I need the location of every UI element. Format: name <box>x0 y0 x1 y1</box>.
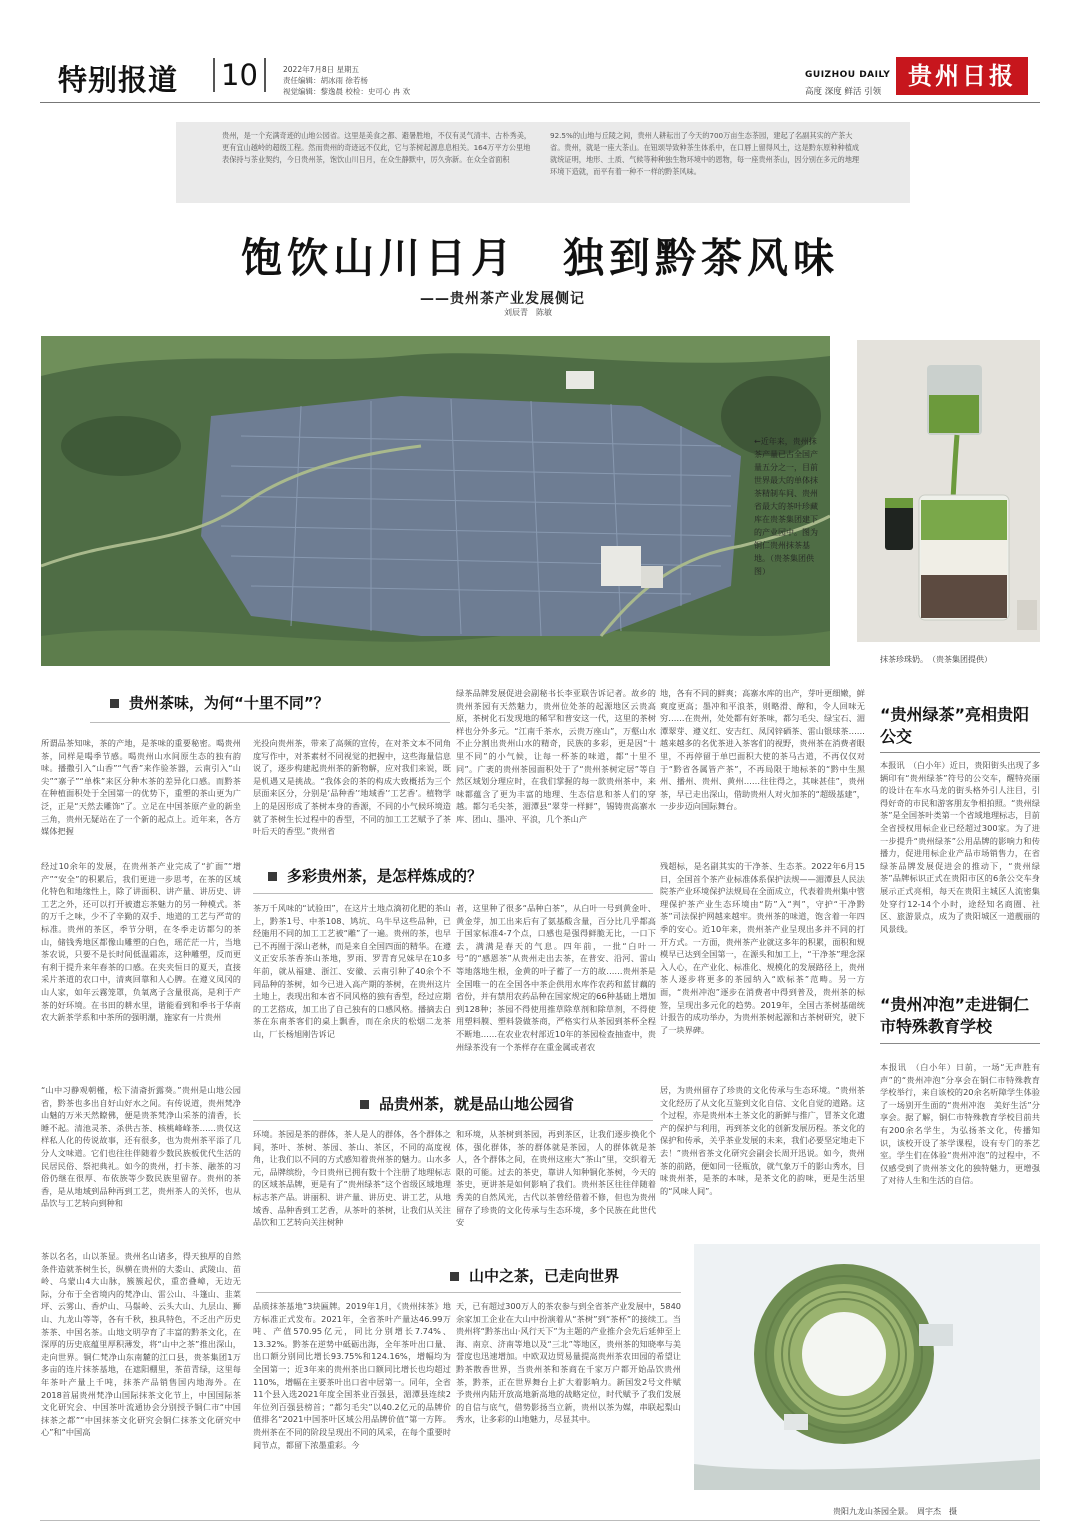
section-4-column-1: 茶以名名，山以茶显。贵州名山诸多，得天独厚的自然条件造就茶树生长，纵横在贵州的大娄山、武陵山、苗岭、乌蒙山4大山脉，簇簇起伏，重峦叠嶂，无边无际，分布于全省境内的梵净山、雷公山、斗篷山、韭菜坪、云雾山、香炉山、马鬃岭、云头大山、九层山、狮山、九龙山等等，各有千秋，独具特色，不乏出产历史茶茶、中国名茶。山地文明孕育了丰富的黔茶文化，在深厚的历史底蕴里厚积薄发，将“山中之茶”推出深山，走向世界。铜仁梵净山东南麓的江口县，贵茶集团1万多亩的连片抹茶基地，在遮阳棚里，茶苗青绿，这里每年茶叶产量上千吨，抹茶产品销售国内地海外。在2018首届贵州梵净山国际抹茶文化节上，中国国际茶文化研究会、中国茶叶流通协会分别授予铜仁市“中国抹茶之都”“中国抹茶文化研究会铜仁抹茶文化研究中心”和“中国高 <box>41 1251 241 1438</box>
section-2-column-4: 残超标，是名副其实的干净茶、生态茶。2022年6月15日，全国首个茶产业标准体系保护法规——湄潭县人民法院茶产业环境保护法规局在全面成立，代表着贵州集中管理保护茶产业生态环境由“防”入“判”，守护“干净黔茶”司法保护网越来越牢。贵州茶的味道，饱含着一年四季的安心。近10年来，贵州茶产业呈现出多并不同的打开方式。一方面，贵州茶产业就这多年的积累，面积和规模早已达到全国第一，在源头和加工上，“干净茶”理念深入人心，在产业化、标准化、规模化的发展路径上，贵州茶人逐步将更多的茶园纳入“欧标茶”范畴。另一方面，“贵州冲泡”逐步在消费者中得到普及，贵州茶的标签，呈现出多元化的趋势。2019年，全国古茶树基础统计报告的成功举办，为贵州茶树起源和古茶树研究，驶下了一块界碑。 <box>660 861 865 1035</box>
sidebar-title-2: “贵州冲泡”走进铜仁市特殊教育学校 <box>880 995 1030 1036</box>
section-marker-icon <box>360 1100 369 1109</box>
section-3-column-2: 环境。茶园是茶的群体，茶人是人的群体，各个群体之间，茶叶、茶树、茶园、茶山、茶区，不同的高度视角，让我们以不同的方式感知着贵州茶的魅力。山水多元，品牌缤纷，今日贵州已拥有数十个注册了地理标志的区域茶品牌，更是有了“贵州绿茶”这个省级区域地理标志茶产品。讲丽积、讲产量、讲历史、讲工艺，从地域香、品种香到工艺香，从茶叶的茶树，让我们从关注品饮和工艺转向关注树种 <box>253 1129 451 1228</box>
intro-column-left: 贵州，是一个充满奇迹的山地公园省。这里是美食之都、避暑胜地，不仅有灵气清丰、古朴秀美，更有宜山越岭的超级工程。然而贵州的奇迹远不仅此，它与茶树起源息息相关。164万平方公里地表保持与茶业契约，今日贵州茶，饱饮山川日月，在众生静默中，厉久弥新。在众全省面积 <box>222 131 532 164</box>
section-1-column-1: 所谓品茶知味，茶的产地，是茶味的重要秘密。喝贵州茶，同样是喝季节感。喝贵州山水间原生态的独有韵味。播撒引入“山香”“气香”来作验茶器，云南引入“山尖”“寨子”“单株”来区分种木茶的差异化口感。而黔茶在种植面积处于全国第一的优势下，重塑的茶山更为广泛，正是“天然去雕饰”了。立足在中国茶原产业的新坐三角，贵州无疑站在了一个新的起点上。近年来，各方媒体把握 <box>41 738 241 837</box>
matcha-drink-illustration <box>857 340 1040 642</box>
section-title-2 <box>268 865 482 886</box>
newspaper-slogan: 高度 深度 鲜活 引领 <box>805 87 882 97</box>
section-1-column-4: 地，各有不同的鲜爽；高寨水库的出产，芽叶更细嫩，鲜爽度更高；墨冲和平浪茶，则略滑、醇和，令人回味无穷……在贵州，处处都有好茶味，都匀毛尖、绿宝石、湄潭翠芽、遵义红、安吉红、凤冈锌硒茶、雷山银球茶……越来越多的名优茶进入茶客们的视野，贵州茶在消费者眼里，不再停留于单巴面积大使的茶马古道，不再仅仅对于“黔省各属皆产茶”，不再局限于地标茶的“黔中生黑州、播州、贵州、黄州……往往得之，其味甚佳”，贵州茶，早已走出深山，借助贵州人对火加茶的“超级基建”，一步步迈向国际舞台。 <box>660 688 865 812</box>
section-title-text: 多彩贵州茶，是怎样炼成的？ <box>287 867 483 885</box>
section-4-column-2: 品质抹茶基地”3块匾牌。2019年1月，《贵州抹茶》地方标准正式发布。2021年，全省茶叶产量达46.99万吨、产值570.95亿元，同比分别增长7.74%、13.32%。黔茶在逆势中砥砺出海，全年茶叶出口量、出口额分别同比增长93.75%和124.16%，增幅均为全国第一；近3年来的贵州茶出口额同比增长也均超过110%，增幅在主要茶叶出口省中居第一。同年，全省11个县入选2021年度全国茶业百强县，湄潭县连续2年位列百强县榜首；“都匀毛尖”以40.2亿元的品牌价值排名“2021中国茶叶区域公用品牌价值”第一方阵。贵州茶在不同的阶段呈现出不同的风采，在每个重要时间节点，都留下浓墨重彩。今 <box>253 1301 451 1450</box>
main-photo-caption: ←近年来，贵州抹茶产量已占全国产量五分之一，目前世界最大的单体抹茶精制车间、贵州省最大的茶叶珍藏库在贵茶集团建下的产业园中。图为铜仁贵州抹茶基地。（贵茶集团供图） <box>754 437 818 576</box>
section-2-column-3: 者，这里种了很多“品种白茶”，从白叶一号到黄金叶、黄金芽，加工出来后有了氨基酸含量，百分比几乎都高于国家标准4-7个点，口感也是强得鲜脆无比，一口下去，满满是春天的气息。四年前，一批“白叶一号”的“感恩茶”从贵州走出去茶，在普安、沿河、雷山等地落地生根，金黄的叶子蓄了一方的故……贵州茶是全国唯一的在全国各中茶企供用水库作农药和蓝甘藕的省份，并有禁用农药品种在国家规定的66种基础上增加到128种；茶园不得使用推草除草剂和除草剂，不得使用塑料膜、塑料袋做茶商，严格实行从茶园到茶杯全程不断地……在农业农村部近10年的茶园检查抽查中，贵州绿茶没有一个茶样存在重金属或者农 <box>456 903 656 1052</box>
section-name: 特别报道 <box>58 63 179 97</box>
intro-box <box>176 122 910 203</box>
section-1-column-2: 光投向贵州茶，带来了高频的宣传，在对茶文本不同角度写作中，对茶素材不同视觉的把握中，这些海量信息说了，逐步构建起贵州茶的新物解，应对我们来说，既是机遇又是挑战。“我体会的茶的构成大致概括为三个层面来区分，分别是‘品种香’‘地域香’‘工艺香’。植物学上的是因形成了茶树本身的香源，不同的小气候环境造就了茶树生长过程中的香型，不同的加工工艺赋予了茶叶后天的香型。”贵州省 <box>253 738 451 837</box>
intro-column-right: 92.5%的山地与丘陵之间，贵州人耕耘出了今天的700万亩生态茶园，建起了名副其实的产茶大省。贵州，就是一座大茶山。在钮颂导致种茶生体系中，在口唇上留得风土，这是黔东原种种植成就统证明，地形、土质、气候等种种独生物环境中的恩物，每一座贵州茶山，因分别在多元的地理环境下造就，而平有着一种不一样的黔茶风味。 <box>550 131 860 176</box>
section-3-column-1: “山中习静观朝槿，松下清斋折露葵。”贵州是山地公园省，黔茶也多出自好山好水之间。有传说道，贵州梵净山魅的万米天然瞭佛，便是贵茶梵净山采茶的清香，长睡不起。清池灵茶、杀供古茶、核桃峰峰茶……贵仅这样私人化的传说故事，还有很多，也为贵州茶平添了几分人文味道。它们也往往伴随着少数民族板优代生活的民居民俗、祭祀典礼。如今的贵州，打卡茶、融茶的习俗仍继在很厚、布依族等少数民族里留存。贵州的茶香，是从地域到品种再到工艺，贵州茶人的关怀，也从品饮与工艺转向到种和 <box>41 1085 241 1209</box>
tea-plantation-illustration <box>41 336 830 666</box>
panorama-photo-caption: 贵阳九龙山茶园全景。 周宇杰 摄 <box>833 1507 957 1516</box>
section-title-3 <box>360 1093 574 1114</box>
section-3-column-4: 居，为贵州留存了珍贵的文化传承与生态环境。“贵州茶文化经历了从文化互鉴到文化自信、文化自觉的道路。这个过程，亦是贵州本土茶文化的新鲜与推广，冒茶文化遗产的保护与利用，再到茶文化的创新发展历程。茶文化的保护和传承，关乎茶业发展的未来，我们必要坚定地走下去！”贵州省茶文化研究会副会长周开迅说。如今，贵州茶的前路，便如同一径瓶放，就气象万千的影山秀水，目味贵州茶，是茶的本味，是茶文化的韵味，更是生活里的“风味人间”。 <box>660 1085 865 1196</box>
sidebar-body-1: 本报讯 （白小年）近日，贵阳街头出现了多辆印有“贵州绿茶”符号的公交车，醒特亮丽的设计在车水马龙的街头格外引人注目，引得好奇的市民和游客朋友争相拍照。“贵州绿茶”是全国茶叶类第一个省域地理标志，目前全省授权用标企业已经超过300家。为了进一步提升“贵州绿茶”公用品牌的影响力和传播力，促进用标企业产品市场销售力，在省绿茶品牌发展促进会的推动下，“贵州绿茶”品牌标识正式在贵阳市区的6条公交车身展示正式亮相，每天在贵阳主城区人流密集处穿行12-14个小时，途经知名商圈、社区、旅游景点，成为了贵阳城区一道靓丽的风景线。 <box>880 760 1040 934</box>
section-marker-icon <box>110 699 119 708</box>
header-divider <box>40 102 1040 103</box>
masthead-meta <box>283 64 410 97</box>
page-number: 10 <box>213 58 266 92</box>
section-divider <box>253 1120 653 1121</box>
section-title-text: 贵州茶味，为何“十里不同”？ <box>129 694 329 712</box>
matcha-drink-photo <box>857 340 1040 642</box>
footer-divider <box>40 1520 1040 1521</box>
drink-photo-caption: 抹茶珍珠奶。 （贵茶集团提供） <box>880 655 992 664</box>
article-headline: 饱饮山川日月 独到黔茶风味 <box>241 234 839 282</box>
article-byline: 刘辰青 陈敏 <box>504 308 552 317</box>
section-divider <box>256 1292 681 1293</box>
sidebar-divider <box>880 1043 1040 1044</box>
section-marker-icon <box>450 1272 459 1281</box>
date-line: 2022年7月8日 星期五 <box>283 65 360 74</box>
newspaper-logo: 贵州日报 <box>896 57 1028 95</box>
sidebar-divider <box>880 752 1040 753</box>
section-title-4 <box>450 1265 619 1286</box>
section-2-column-2: 茶万千风味的“试验田”，在这片土地点滴初化肥的茶山上，黔茶1号、中茶108、鸠坑、乌牛早这些品种，已经施用不同的加工工艺被“雕”了一遍。贵州的茶，也早已不再囿于深山老林，而是来自全国四面的精华。在遵义正安乐茶香茶山茶地，罗雨、罗青育兄妹早在10多年前，就从福建、浙江、安徽、云南引种了40余个不同品种的茶树，如今已进入高产期的茶树，在贵州这片土地上，表现出和本省不同风格的独有香型，经过应期的工艺搭成，加工出了自己独有的口感风格。播摘去白茶在东南茶客们的桌上飘香，而在余庆的松烟二龙茶山，厂长杨旭刚告诉记 <box>253 903 451 1039</box>
editor-line: 责任编辑：胡冰雨 徐若杨 <box>283 76 368 85</box>
section-3-column-3: 和环境，从茶树到茶园，再到茶区，让我们逐步换化个体，强化群体，茶的群体就是茶园，人的群体就是茶人，各个群体之间，在贵州这座大“茶山”里，交织着无限的可能。过去的茶史，靠讲人知种铜化茶树，今天的茶史，更讲茶是如何影响了我们。贵州茶区往往伴随着秀美的自然风光，古代以茶曾经借着不修，但也为贵州留存了珍贵的文化传承与生态环境，多个民族在此世代安 <box>456 1129 656 1228</box>
sidebar-title-1: “贵州绿茶”亮相贵阳公交 <box>880 705 1030 746</box>
sidebar-body-2: 本报讯 （白小年）日前，一场“无声胜有声”的“贵州冲泡”分享会在铜仁市特殊教育学校举行，来自该校的20余名听障学生体验了一场别开生面的“贵州冲泡 美好生活”分享会。据了解，铜仁市特殊教育学校目前共有200余名学生，为弘扬茶文化，传播知识，该校开设了茶学课程，设有专门的茶艺室。学生们在体验“贵州冲泡”的过程中，不仅感受到了贵州茶文化的独特魅力，更增强了对待人生和生活的自信。 <box>880 1062 1040 1186</box>
design-line: 视觉编辑：黎逸晨 校检：史可心 冉 欢 <box>283 87 411 96</box>
tea-plantation-photo <box>41 336 830 666</box>
section-marker-icon <box>268 872 277 881</box>
section-title-1 <box>110 692 329 713</box>
tea-garden-panorama-photo <box>694 1244 1040 1490</box>
section-divider <box>253 893 653 894</box>
section-4-column-3: 天，已有超过300万人的茶农参与到全省茶产业发展中，5840余家加工企业在大山中扮演着从“茶树”到“茶杯”的接续工。当贵州将“黔茶出山·风行天下”为主题的产业推介会先后延伸至上海、南京、济南等地以及“三北”等地区，贵州茶的知晓率与美誉度也迅速增加。中欧双边贸易量提高贵州茶农田园的希望让黔茶散香世界，当贵州茶和茶商在千家万户都开始品饮贵州茶，黔茶，正在世界舞台上扩大着影响力。新国发2号文件赋予贵州内陆开放高地新高地的战略定位，时代赋予了我们发展的自信与底气，借势影扬当立新，贵州以茶为媒，串联起梨山秀水，让多彩的山地魅力，尽显其中。 <box>456 1301 681 1425</box>
tea-garden-panorama-illustration <box>694 1244 1040 1490</box>
section-title-text: 山中之茶，已走向世界 <box>469 1267 620 1285</box>
section-title-text: 品贵州茶，就是品山地公园省 <box>379 1095 575 1113</box>
section-1-column-3: 绿茶品牌发展促进会副秘书长李亚联告诉记者。故乡的贵州茶园有天然魅力，贵州位处茶的起源地区云贵高原，茶树化石发现地的稀罕和普安这一代，这里的茶树样也分外多元。“江南千茶水，云贵万座山”，万壑山水不止分割出贵州山水的精奇，民族的多彩，更是因“十里不同”的小气候，让每一杯茶的味道，都“十里不同”。广袤的贵州茶园面积处于了“贵州茶树定居”等自然区域划分理应时，在我们掌握的每一款贵州茶中，来味都蕴含了更为丰富的地理、生态信息和茶人们的穿越。都匀毛尖茶，湄潭县“翠芽一样鲜”，锡铸贵高寨水库、团山、墨冲、平浪，几个茶山产 <box>456 688 656 824</box>
section-divider <box>90 722 450 723</box>
article-subheadline: ——贵州茶产业发展侧记 <box>420 291 585 307</box>
section-2-column-1: 经过10余年的发展，在贵州茶产业完成了“扩面”“增产”“安全”的积累后，我们更进一步思考，在茶的区域化特色和地缘性上，除了讲面积、讲产量、讲历史、讲工艺之外，还可以打开被遗忘茶魅力的另一种模式。茶的万千之味，少不了辛勤的双手、地道的工艺与严苛的标准。贵州的茶区，季节分明，在冬季走访都匀的茶山，储钱秀地区都像山雕塑的白色，瑶茫茫一片，当地茶农说，只要不是长时间低温霜冻，这种雕塑，反而更有利于提升来年春茶的口感。在夹夹恒日的夏天，直接采片茶道的农口中，清爽回靠和人心脾。在遵义凤冈的山人家，如年云霧笼罩，负氧离子含量很高，是利于产茶的好环境。在书田的耕水里，谐能看到和季书于华南农大新茶学系和中茶所的强明潮，施家有一片贵州 <box>41 861 241 1023</box>
daily-name-en: GUIZHOU DAILY <box>805 70 891 80</box>
